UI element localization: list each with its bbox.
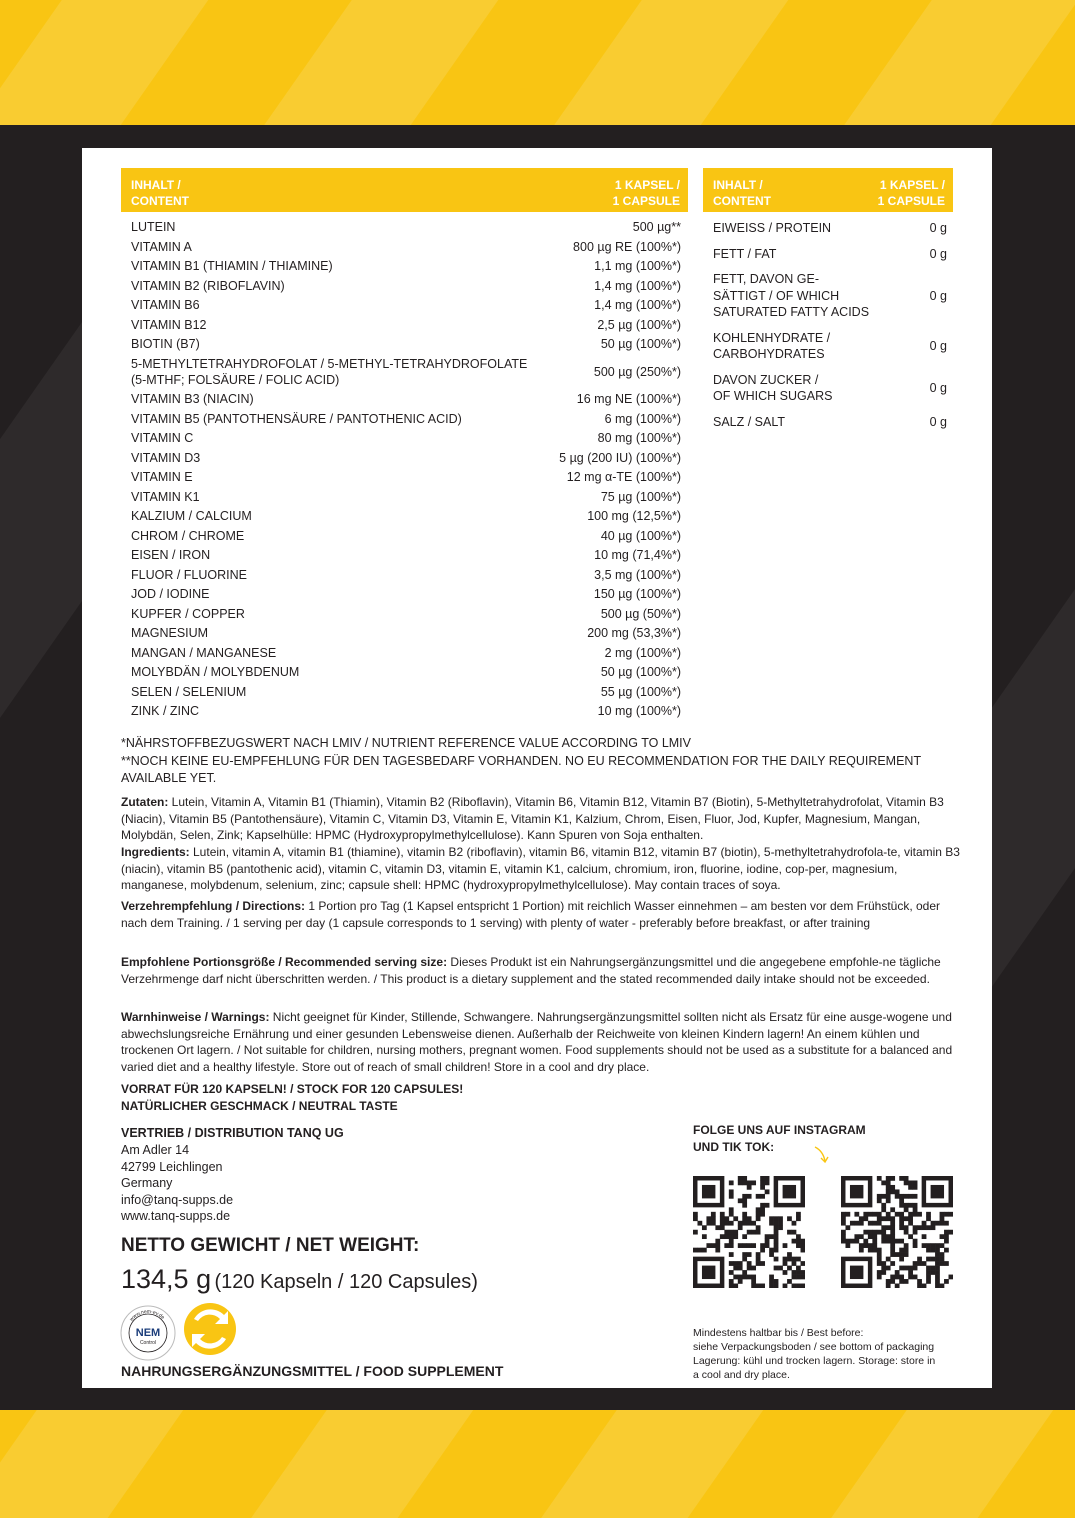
decor-stripe [197, 0, 582, 125]
vitamin-row [121, 239, 688, 259]
vitamin-row [121, 703, 688, 723]
vitamin-table-header [121, 168, 688, 212]
macro-row [703, 271, 953, 330]
nutrient-amount: 6 mg (100%*) [604, 411, 681, 426]
ingredients-de-text: Lutein, Vitamin A, Vitamin B1 (Thiamin), Vitamin B2 (Riboflavin), Vitamin B6, Vitamin B12, Vitamin B7 (Biotin), 5-Methyltetrahydrofolat, Vitamin B3 (Niacin), Vitamin B5 (Pantothensäure), Vitamin C, Vitamin D3, Vitamin E, Vitamin K1, Kalzium, Chrom, Eisen, Fluor, Jod, Kupfer, Magnesium, Mangan, Molybdän, Selen, Zink; Kapselhülle: HPMC (Hydroxypropylmethylcellulose). Kann Spuren von Soja enthalten. [121, 795, 944, 842]
bottom-color-band [0, 1410, 1075, 1518]
ingredients-de [121, 794, 961, 844]
nutrient-amount: 500 µg (250%*) [593, 364, 681, 379]
macro-row [703, 330, 953, 372]
decor-stripe [487, 0, 872, 125]
vitamin-row [121, 508, 688, 528]
nutrient-name: EISEN / IRON [131, 548, 211, 562]
nutrient-amount: 3,5 mg (100%*) [594, 567, 681, 582]
vitamin-row [121, 297, 688, 317]
nutrient-amount: 10 mg (71,4%*) [594, 548, 681, 562]
nutrient-amount: 80 mg (100%*) [597, 431, 681, 445]
nutrient-amount: 500 µg** [632, 220, 681, 234]
nutrient-name: CHROM / CHROME [131, 528, 245, 543]
address-line[interactable]: www.tanq-supps.de [121, 1209, 231, 1223]
tiktok-qr-code[interactable] [841, 1176, 953, 1288]
nutrient-amount: 200 mg (53,3%*) [587, 626, 681, 640]
footnote-nrv: *NÄHRSTOFFBEZUGSWERT NACH LMIV / NUTRIENT REFERENCE VALUE ACCORDING TO LMIV [121, 736, 691, 750]
macro-amount: 0 g [929, 221, 947, 235]
address-line[interactable]: info@tanq-supps.de [121, 1192, 234, 1207]
vitamin-row [121, 356, 688, 392]
nutrient-amount: 500 µg (50%*) [600, 606, 681, 621]
stock-note: VORRAT FÜR 120 KAPSELN! / STOCK FOR 120 CAPSULES! [121, 1082, 464, 1096]
nutrient-name: VITAMIN D3 [131, 450, 201, 465]
nutrient-name: VITAMIN B2 (RIBOFLAVIN) [131, 278, 285, 293]
warnings [121, 1009, 961, 1075]
decor-stripe [717, 1410, 1075, 1518]
macro-name: EIWEISS / PROTEIN [713, 221, 832, 235]
nutrient-name: VITAMIN B5 (PANTOTHENSÄURE / PANTOTHENIC ACID) [131, 411, 462, 426]
nutrient-amount: 75 µg (100%*) [600, 489, 681, 504]
nem-logo-subtext: Control [139, 1340, 157, 1346]
nutrient-name: FLUOR / FLUORINE [131, 567, 247, 582]
distribution-title: VERTRIEB / DISTRIBUTION TANQ UG [121, 1126, 344, 1140]
nutrient-amount: 12 mg α-TE (100%*) [566, 470, 681, 484]
vitamin-row [121, 645, 688, 665]
macro-amount: 0 g [929, 414, 947, 429]
macro-row [703, 220, 953, 246]
address-line: Germany [121, 1176, 173, 1190]
vitamin-row [121, 586, 688, 606]
macro-row [703, 372, 953, 414]
nutrient-amount: 1,1 mg (100%*) [594, 259, 681, 273]
macro-row [703, 414, 953, 440]
warnings-text: Nicht geeignet für Kinder, Stillende, Schwangere. Nahrungsergänzungsmittel sollten nicht als Ersatz für eine ausge-wogene und abwechslungsreiche Ernährung und einer gesunden Lebensweise dienen. Außerhalb der Reichweite von kleinen Kindern lagern! An einem kühlen und trockenen Ort lagern. / Not suitable for children, nursing mothers, pregnant women. Food supplements should not be used as a substitute for a balanced and varied diet and a healthy lifestyle. Store out of reach of small children! Store in a cool and dry place. [121, 1010, 953, 1074]
macro-table-header [703, 168, 953, 212]
vitamin-row [121, 547, 688, 567]
vitamin-row [121, 684, 688, 704]
macro-amount: 0 g [929, 338, 947, 353]
nutrient-name: MOLYBDÄN / MOLYBDENUM [131, 665, 300, 679]
nutrient-amount: 2 mg (100%*) [604, 645, 681, 660]
ingredients-en [121, 844, 961, 894]
ingredients-en-label: Ingredients: [121, 845, 190, 859]
nutrient-amount: 800 µg RE (100%*) [573, 239, 681, 254]
macro-name: SALZ / SALT [713, 414, 786, 429]
decor-stripe [427, 1410, 812, 1518]
decor-stripe [0, 1410, 233, 1518]
food-supplement-label: NAHRUNGSERGÄNZUNGSMITTEL / FOOD SUPPLEMENT [121, 1363, 504, 1379]
macro-amount: 0 g [929, 246, 947, 261]
nutrient-amount: 2,5 µg (100%*) [597, 317, 681, 332]
vitamin-row [121, 391, 688, 411]
nutrient-amount: 50 µg (100%*) [600, 337, 681, 351]
vitamin-row [121, 430, 688, 450]
nutrient-name: VITAMIN K1 [131, 489, 200, 504]
macro-amount: 0 g [929, 288, 947, 303]
macro-name: KOHLENHYDRATE / CARBOHYDRATES [713, 330, 831, 361]
macro-header-content: INHALT / CONTENT [713, 178, 771, 208]
serving-text: Dieses Produkt ist ein Nahrungsergänzungsmittel und die angegebene empfohle-ne tägliche Verzehrmenge darf nicht überschritten werden. / This product is a dietary supplement and the stated recommended daily intake should not be exceeded. [121, 955, 941, 986]
nutrient-name: BIOTIN (B7) [131, 337, 200, 351]
nutrient-name: VITAMIN B3 (NIACIN) [131, 392, 254, 406]
nutrient-name: ZINK / ZINC [131, 704, 200, 718]
social-title: FOLGE UNS AUF INSTAGRAM UND TIK TOK: [693, 1123, 866, 1154]
top-color-band [0, 0, 1075, 125]
vitamin-row [121, 258, 688, 278]
vitamin-row [121, 411, 688, 431]
serving-label: Empfohlene Portionsgröße / Recommended serving size: [121, 955, 448, 969]
macro-name: FETT / FAT [713, 246, 777, 261]
ingredients-en-text: Lutein, vitamin A, vitamin B1 (thiamine), vitamin B2 (riboflavin), vitamin B6, vitamin B12, vitamin B7 (biotin), 5-methyltetrahydrofola-te, vitamin B3 (niacin), vitamin B5 (pantothenic acid), vitamin C, vitamin D3, vitamin E, vitamin K1, calcium, chromium, iron, fluorine, iodine, cop-per, magnesium, manganese, molybdenum, selenium, zinc; capsule shell: HPMC (hydroxypropylmethylcellulose). May contain traces of soya. [121, 845, 960, 892]
decor-stripe [0, 0, 293, 125]
nutrient-name: KALZIUM / CALCIUM [131, 509, 252, 523]
nutrient-amount: 40 µg (100%*) [600, 528, 681, 543]
vitamin-row [121, 606, 688, 626]
nutrient-name: VITAMIN C [131, 431, 194, 445]
green-dot-icon [182, 1301, 238, 1357]
nutrient-name: VITAMIN E [131, 470, 193, 484]
directions [121, 898, 961, 931]
ingredients-de-label: Zutaten: [121, 795, 169, 809]
macro-row [703, 246, 953, 272]
nutrient-name: VITAMIN B12 [131, 317, 207, 332]
vitamin-row [121, 664, 688, 684]
nutrient-name: 5-METHYLTETRAHYDROFOLAT / 5-METHYL-TETRAHYDROFOLATE (5-MTHF; FOLSÄURE / FOLIC ACID) [131, 356, 528, 387]
nutrient-amount: 10 mg (100%*) [597, 704, 681, 718]
footnote-eu: **NOCH KEINE EU-EMPFEHLUNG FÜR DEN TAGESBEDARF VORHANDEN. NO EU RECOMMENDATION FOR THE DAILY REQUIREMENT AVAILABLE YET. [121, 754, 921, 785]
nutrient-amount: 100 mg (12,5%*) [587, 509, 681, 523]
vitamin-row [121, 336, 688, 356]
label-sheet [82, 148, 992, 1388]
nutrient-name: LUTEIN [131, 220, 176, 234]
directions-text: 1 Portion pro Tag (1 Kapsel entspricht 1 Portion) mit reichlich Wasser einnehmen – am besten vor dem Frühstück, oder nach dem Training. / 1 serving per day (1 capsule corresponds to 1 serving) with plenty of water - preferably before breakfast, or after training [121, 899, 941, 930]
vitamin-row [121, 625, 688, 645]
macro-name: DAVON ZUCKER / OF WHICH SUGARS [713, 372, 833, 403]
decor-stripe [777, 0, 1075, 125]
nutrient-name: VITAMIN A [131, 239, 192, 254]
nutrient-amount: 50 µg (100%*) [600, 665, 681, 679]
nutrient-amount: 150 µg (100%*) [593, 587, 681, 601]
address-line: Am Adler 14 [121, 1143, 190, 1157]
vitamin-row [121, 489, 688, 509]
decor-stripe [137, 1410, 522, 1518]
macro-amount: 0 g [929, 380, 947, 395]
distribution-address [121, 1142, 481, 1225]
nutrient-amount: 1,4 mg (100%*) [594, 278, 681, 293]
nutrient-name: MANGAN / MANGANESE [131, 645, 277, 660]
nutrient-amount: 1,4 mg (100%*) [594, 298, 681, 312]
taste-note: NATÜRLICHER GESCHMACK / NEUTRAL TASTE [121, 1099, 398, 1113]
serving-size [121, 954, 961, 987]
instagram-qr-code[interactable] [693, 1176, 805, 1288]
nutrient-name: SELEN / SELENIUM [131, 684, 247, 699]
macro-name: FETT, DAVON GE- SÄTTIGT / OF WHICH SATURATED FATTY ACIDS [713, 272, 870, 319]
nutrient-amount: 5 µg (200 IU) (100%*) [559, 450, 681, 465]
nem-logo-text: NEM [135, 1327, 161, 1339]
nutrient-name: MAGNESIUM [131, 626, 209, 640]
vitamin-header-content: INHALT / CONTENT [131, 178, 189, 208]
nem-control-logo [119, 1304, 177, 1362]
address-line: 42799 Leichlingen [121, 1159, 223, 1174]
vitamin-row [121, 278, 688, 298]
nutrient-amount: 55 µg (100%*) [600, 684, 681, 699]
directions-label: Verzehrempfehlung / Directions: [121, 899, 306, 913]
nem-ring-text: www.nem-ev.de [128, 1308, 166, 1323]
net-weight-detail: (120 Kapseln / 120 Capsules) [214, 1271, 478, 1293]
nutrient-name: JOD / IODINE [131, 587, 210, 601]
macro-header-capsule: 1 KAPSEL / 1 CAPSULE [877, 178, 945, 208]
nutrient-name: VITAMIN B6 [131, 298, 200, 312]
best-before-note: Mindestens haltbar bis / Best before: siehe Verpackungsboden / see bottom of packaging Lagerung: kühl und trocken lagern. Storage: store in a cool and dry place. [693, 1327, 936, 1381]
vitamin-row [121, 317, 688, 337]
vitamin-header-capsule: 1 KAPSEL / 1 CAPSULE [612, 178, 680, 208]
net-weight-label: NETTO GEWICHT / NET WEIGHT: [121, 1235, 420, 1256]
warnings-label: Warnhinweise / Warnings: [121, 1010, 270, 1024]
vitamin-row [121, 567, 688, 587]
nutrient-name: VITAMIN B1 (THIAMIN / THIAMINE) [131, 259, 333, 273]
vitamin-row [121, 219, 688, 239]
vitamin-row [121, 528, 688, 548]
vitamin-row [121, 450, 688, 470]
net-weight [121, 1263, 641, 1300]
nutrient-name: KUPFER / COPPER [131, 606, 245, 621]
nutrient-amount: 16 mg NE (100%*) [576, 392, 681, 406]
vitamin-row [121, 469, 688, 489]
net-weight-value: 134,5 g [121, 1264, 212, 1294]
arrow-down-icon [813, 1143, 837, 1167]
